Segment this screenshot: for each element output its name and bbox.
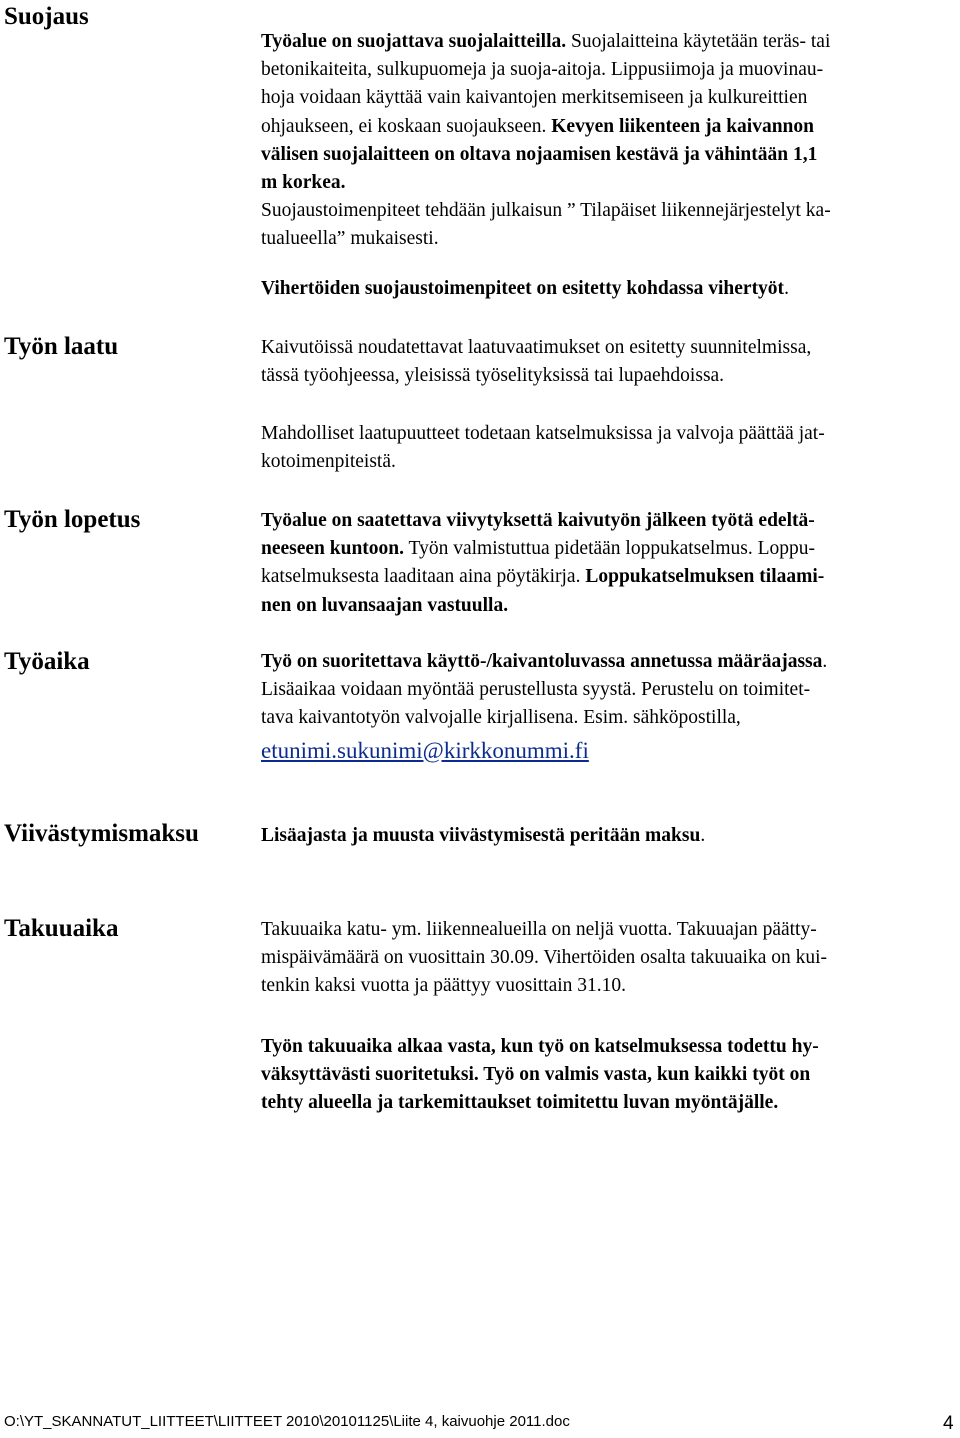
tyoaika-text: tava kaivantotyön valvojalle kirjallisena. Esim. sähköpostilla,	[261, 707, 741, 729]
suojaus-text: betonikaiteita, sulkupuomeja ja suoja-aitoja.	[261, 59, 606, 81]
takuuaika-text: Työn takuuaika alkaa vasta, kun työ on katselmuksessa todettu hy-	[261, 1036, 819, 1057]
takuuaika-paragraph	[261, 916, 960, 1001]
takuuaika-text: Takuuaika katu- ym. liikennealueilla on neljä vuotta. Takuuajan päätty-	[261, 919, 817, 940]
page-number: 4	[943, 1413, 954, 1434]
takuuaika-text: tehty alueella ja tarkemittaukset toimitettu luvan myöntäjälle.	[261, 1092, 779, 1114]
lopetus-text: nen on luvansaajan vastuulla.	[261, 594, 509, 616]
laatu-text: Kaivutöissä noudatettavat laatuvaatimukset on esitetty suunnitelmissa,	[261, 337, 812, 358]
suojaus-text: Suojalaitteina käytetään teräs- tai	[566, 31, 831, 52]
lopetus-text: Työn valmistuttua pidetään loppukatselmus. Loppu-	[404, 538, 815, 560]
suojaus-viher-paragraph	[261, 275, 960, 303]
footer-file-path: O:\YT_SKANNATUT_LIITTEET\LIITTEET 2010\20101125\Liite 4, kaivuohje 2011.doc	[4, 1413, 570, 1430]
heading-suojaus: Suojaus	[4, 3, 89, 30]
suojaus-text: ohjaukseen, ei koskaan suojaukseen.	[261, 115, 547, 137]
takuuaika-text: mispäivämäärä on vuosittain 30.09. Vihertöiden osalta takuuaika on kui-	[261, 947, 828, 969]
suojaus-text: hoja voidaan käyttää vain kaivantojen merkitsemiseen ja kulkureittien	[261, 87, 808, 109]
suojaus-text: välisen suojalaitteen on oltava nojaamisen kestävä ja vähintään 1,1	[261, 143, 818, 165]
lopetus-text: katselmuksesta laaditaan aina pöytäkirja.	[261, 566, 581, 588]
suojaus-text: Lippusiimoja ja muovinau-	[605, 59, 824, 81]
takuuaika-text: väksyttävästi suoritetuksi. Työ on valmis vasta, kun kaikki työt on	[261, 1064, 811, 1086]
suojaus-text: Kevyen liikenteen ja kaivannon	[546, 115, 815, 137]
laatu-paragraph	[261, 334, 960, 390]
laatu-text: kotoimenpiteistä.	[261, 451, 396, 473]
heading-viivastymismaksu: Viivästymismaksu	[4, 820, 199, 847]
laatu-text: Mahdolliset laatupuutteet todetaan katselmuksissa ja valvoja päättää jat-	[261, 423, 825, 444]
lopetus-text: Loppukatselmuksen tilaami-	[580, 566, 825, 588]
suojaus-text: tualueella” mukaisesti.	[261, 228, 439, 250]
takuuaika-paragraph-2	[261, 1033, 960, 1118]
lopetus-text: neeseen kuntoon.	[261, 538, 405, 560]
heading-tyoaika: Työaika	[4, 648, 90, 675]
laatu-text: tässä työohjeessa, yleisissä työselityksissä tai lupaehdoissa.	[261, 365, 725, 387]
lopetus-paragraph	[261, 507, 960, 620]
viivastymismaksu-text: .	[700, 825, 706, 846]
suojaus-text: m korkea.	[261, 172, 346, 194]
suojaus-paragraph	[261, 28, 960, 254]
heading-tyon-laatu: Työn laatu	[4, 333, 119, 360]
tyoaika-text: Lisäaikaa voidaan myöntää perustellusta syystä. Perustelu on toimitet-	[261, 679, 811, 701]
takuuaika-text: tenkin kaksi vuotta ja päättyy vuosittain 31.10.	[261, 975, 627, 997]
heading-takuuaika: Takuuaika	[4, 915, 119, 942]
tyoaika-paragraph	[261, 648, 960, 771]
tyoaika-text: .	[822, 651, 828, 672]
laatu-paragraph-2	[261, 420, 960, 476]
suojaus-text: Suojaustoimenpiteet tehdään julkaisun ” Tilapäiset liikennejärjestelyt ka-	[261, 200, 831, 222]
lopetus-text: Työalue on saatettava viivytyksettä kaivutyön jälkeen työtä edeltä-	[261, 510, 815, 531]
viivastymismaksu-text: Lisäajasta ja muusta viivästymisestä peritään maksu	[261, 825, 701, 846]
heading-tyon-lopetus: Työn lopetus	[4, 506, 141, 533]
suojaus-text: Työalue on suojattava suojalaitteilla.	[261, 31, 567, 52]
tyoaika-text: Työ on suoritettava käyttö-/kaivantoluvassa annetussa määräajassa	[261, 651, 823, 672]
email-link[interactable]: etunimi.sukunimi@kirkkonummi.fi	[261, 737, 589, 763]
suojaus-viher-text: .	[784, 278, 789, 299]
suojaus-viher-text: Vihertöiden suojaustoimenpiteet on esitetty kohdassa vihertyöt	[261, 278, 785, 299]
viivastymismaksu-paragraph	[261, 822, 960, 850]
